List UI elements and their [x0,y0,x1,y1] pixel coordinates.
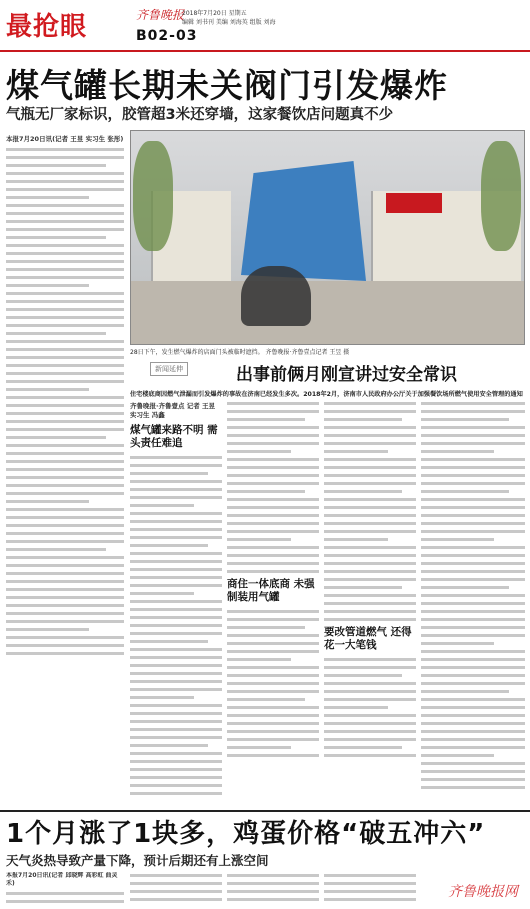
paper-logo: 齐鲁晚报 [136,8,185,22]
byline: 本报7月20日讯(记者 王昱 实习生 张彤) [6,135,124,143]
egg-column-3 [227,874,319,906]
page-code: B02-03 [136,28,198,44]
main-subhead: 气瓶无厂家标识，胶管超3米还穿墙，这家餐饮店问题真不少 [6,107,394,123]
scooter-riders [241,266,311,326]
sub-column-1 [130,402,222,802]
main-headline: 煤气罐长期未关阀门引发爆炸 [6,66,448,105]
section-tag: 最抢眼 [6,12,88,42]
sub-column-3 [324,402,416,802]
sub-column-2 [227,402,319,802]
shop-sign [386,193,442,213]
egg-column-2 [130,874,222,906]
egg-headline: 1个月涨了1块多，鸡蛋价格“破五冲六” [6,819,486,849]
watermark-logo: 齐鲁晚报网 [448,884,518,900]
section-label: 新闻延伸 [150,362,188,376]
left-column-text [6,135,124,655]
egg-byline: 本报7月20日讯(记者 邱晓辉 高彩虹 曲灵禾) [6,872,118,887]
photo-caption: 28日下午，发生燃气爆炸的店面门头被临时遮挡。 齐鲁晚报·齐鲁壹点记者 王昱 摄 [130,349,350,356]
egg-subhead: 天气炎热导致产量下降，预计后期还有上涨空间 [6,853,269,868]
blue-tarp [241,161,366,281]
story-divider [0,810,530,812]
inner-headline-3: 要改管道燃气 还得花一大笔钱 [324,626,412,651]
inner-headline-1: 煤气罐来路不明 需头责任难追 [130,424,218,449]
editor-line: 编辑 刘书刊 美编 刘海英 组版 刘海 [182,19,276,26]
sub-lede: 住宅楼底商因燃气泄漏而引发爆炸的事故在济南已经发生多次。2018年2月，济南市人民政府办公厅关于加强餐饮场所燃气使用安全管理的通知 [130,391,523,398]
masthead [0,0,530,52]
news-photo [130,130,525,345]
issue-date: 2018年7月20日 星期五 [182,10,247,17]
inner-headline-2: 商住一体底商 未强制装用气罐 [227,578,315,603]
egg-column-1 [6,872,124,906]
egg-column-4 [324,874,416,906]
byline-2: 齐鲁晚报·齐鲁壹点 记者 王昱 实习生 冯鑫 [130,402,215,419]
sub-headline: 出事前俩月刚宣讲过安全常识 [236,365,457,385]
sub-column-4 [421,402,525,802]
